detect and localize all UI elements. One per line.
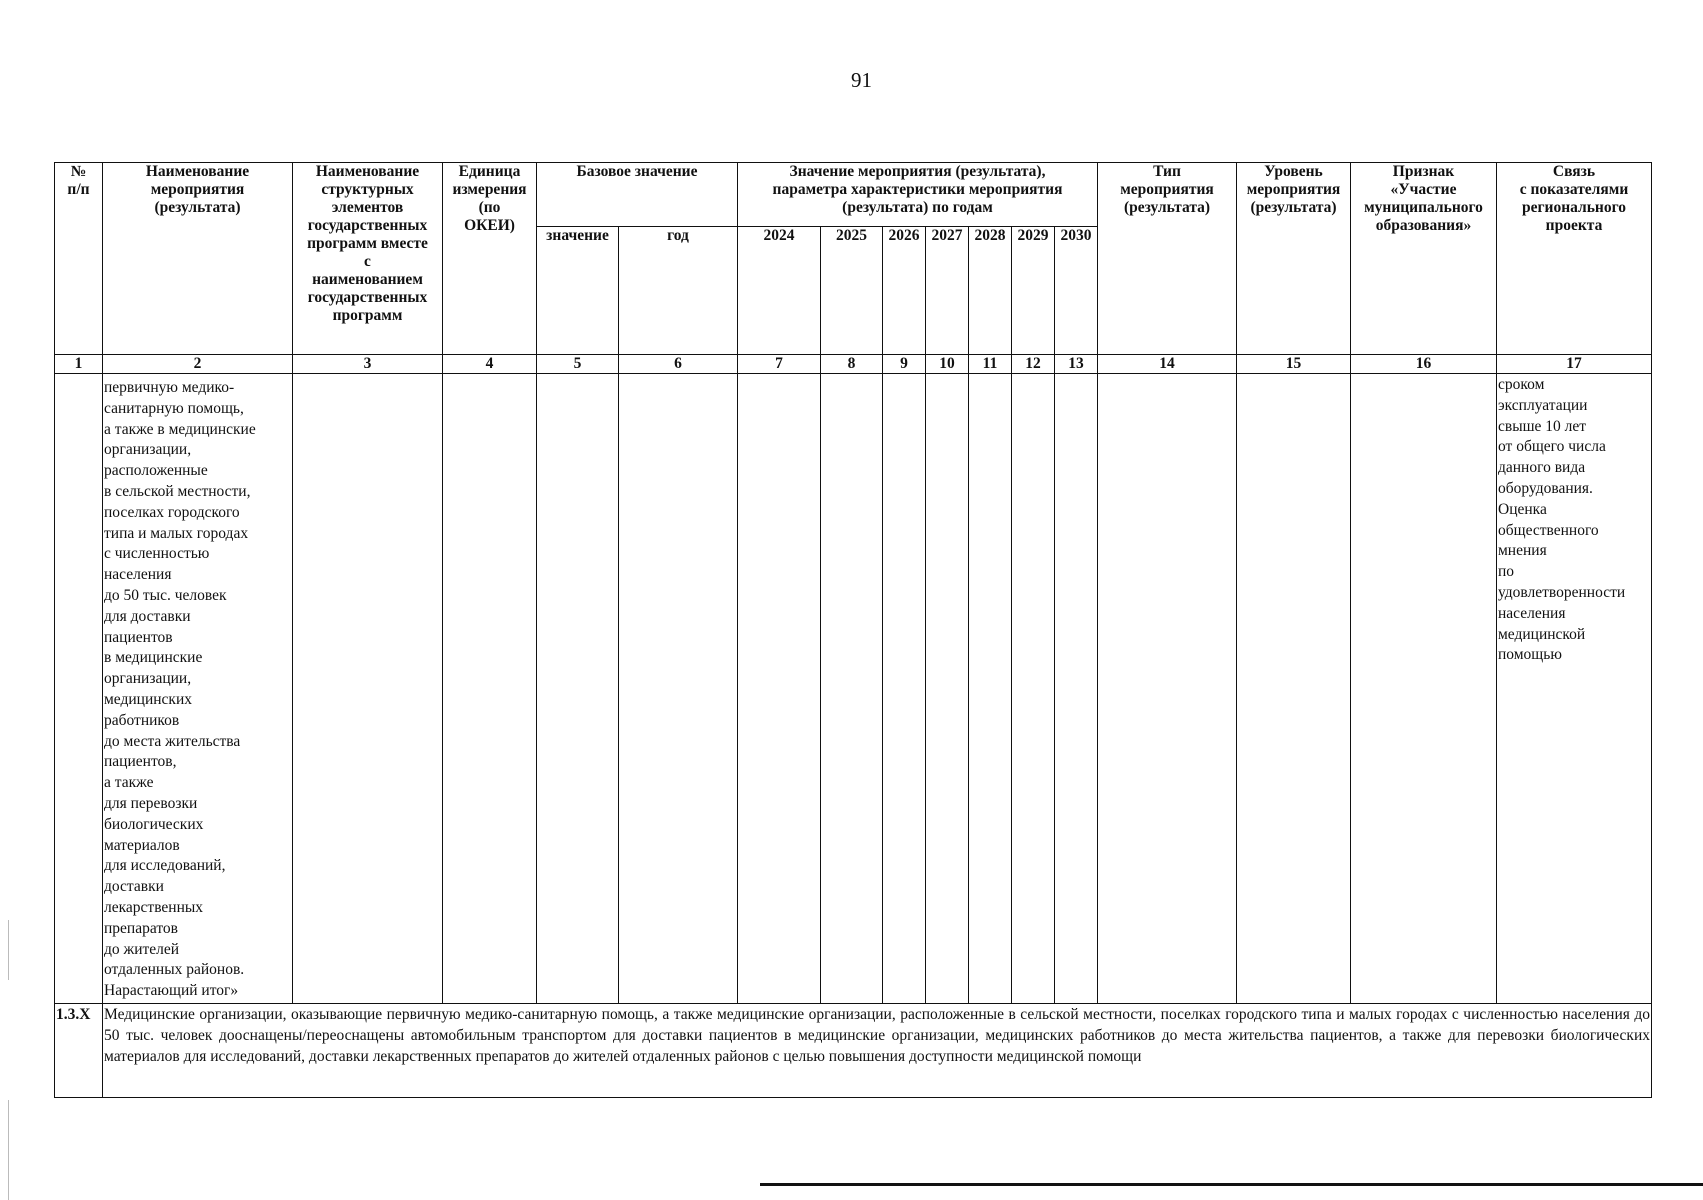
header-structural-elements: Наименование структурных элементов государственных программ вместе с наименованием государственных программ <box>293 163 443 355</box>
cell-empty <box>1012 374 1055 1004</box>
cell-empty <box>619 374 738 1004</box>
cell-empty <box>821 374 883 1004</box>
header-year-2027: 2027 <box>926 227 969 355</box>
column-number: 13 <box>1055 355 1098 374</box>
header-base-value: Базовое значение <box>537 163 738 227</box>
header-number: № п/п <box>55 163 103 355</box>
header-year-2024: 2024 <box>738 227 821 355</box>
column-number: 10 <box>926 355 969 374</box>
header-values-by-year: Значение мероприятия (результата), параметра характеристики мероприятия (результата) по годам <box>738 163 1098 227</box>
header-year-2030: 2030 <box>1055 227 1098 355</box>
cell-empty <box>293 374 443 1004</box>
column-number: 11 <box>969 355 1012 374</box>
cell-empty <box>55 374 103 1004</box>
cell-empty <box>1351 374 1497 1004</box>
page-number: 91 <box>851 68 872 92</box>
column-number: 2 <box>103 355 293 374</box>
header-year-2025: 2025 <box>821 227 883 355</box>
row-number: 1.3.X <box>55 1004 103 1098</box>
scan-margin-mark <box>8 1100 9 1200</box>
header-regional-indicators: Связь с показателями регионального проекта <box>1497 163 1652 355</box>
column-number: 8 <box>821 355 883 374</box>
header-activity-name: Наименование мероприятия (результата) <box>103 163 293 355</box>
column-number: 9 <box>883 355 926 374</box>
column-number: 4 <box>443 355 537 374</box>
cell-empty <box>926 374 969 1004</box>
column-number: 14 <box>1098 355 1237 374</box>
cell-empty <box>738 374 821 1004</box>
scan-margin-mark <box>8 920 9 980</box>
column-number: 15 <box>1237 355 1351 374</box>
activities-table <box>54 162 1652 1098</box>
column-number: 3 <box>293 355 443 374</box>
cell-empty <box>537 374 619 1004</box>
activity-name-continuation: первичную медико- санитарную помощь, а также в медицинские организации, расположенные в сельской местности, поселках городского типа и малых городах с численностью населения до 50 тыс. человек для доставки пациентов в медицинские организации, медицинских работников до места жительства пациентов, а также для перевозки биологических материалов для исследований, доставки лекарственных препаратов до жителей отдаленных районов. Нарастающий итог» <box>103 374 293 1004</box>
header-year-2028: 2028 <box>969 227 1012 355</box>
column-number: 12 <box>1012 355 1055 374</box>
header-municipal-participation: Признак «Участие муниципального образования» <box>1351 163 1497 355</box>
cell-empty <box>883 374 926 1004</box>
header-base-value-value: значение <box>537 227 619 355</box>
header-year-2026: 2026 <box>883 227 926 355</box>
table-row <box>55 374 1652 1004</box>
cell-empty <box>1098 374 1237 1004</box>
column-number: 16 <box>1351 355 1497 374</box>
table-row-1-3-x <box>55 1004 1652 1098</box>
header-year-2029: 2029 <box>1012 227 1055 355</box>
regional-indicators-continuation: сроком эксплуатации свыше 10 лет от общего числа данного вида оборудования. Оценка общественного мнения по удовлетворенности населения медицинской помощью <box>1497 374 1652 1004</box>
column-number: 7 <box>738 355 821 374</box>
cell-empty <box>1055 374 1098 1004</box>
cell-empty <box>1237 374 1351 1004</box>
header-base-value-year: год <box>619 227 738 355</box>
header-unit: Единица измерения (по ОКЕИ) <box>443 163 537 355</box>
column-number: 5 <box>537 355 619 374</box>
header-activity-type: Тип мероприятия (результата) <box>1098 163 1237 355</box>
header-row-1 <box>55 163 1652 227</box>
column-numbers-row <box>55 355 1652 374</box>
column-number: 17 <box>1497 355 1652 374</box>
cell-empty <box>443 374 537 1004</box>
header-activity-level: Уровень мероприятия (результата) <box>1237 163 1351 355</box>
scan-edge-line <box>760 1183 1703 1186</box>
cell-empty <box>969 374 1012 1004</box>
column-number: 6 <box>619 355 738 374</box>
row-description: Медицинские организации, оказывающие первичную медико-санитарную помощь, а также медицинские организации, расположенные в сельской местности, поселках городского типа и малых городах с численностью населения до 50 тыс. человек дооснащены/переоснащены автомобильным транспортом для доставки пациентов в медицинские организации, медицинских работников до места жительства пациентов, а также для перевозки биологических материалов для исследований, доставки лекарственных препаратов до жителей отдаленных районов с целью повышения доступности медицинской помощи <box>103 1004 1652 1098</box>
column-number: 1 <box>55 355 103 374</box>
